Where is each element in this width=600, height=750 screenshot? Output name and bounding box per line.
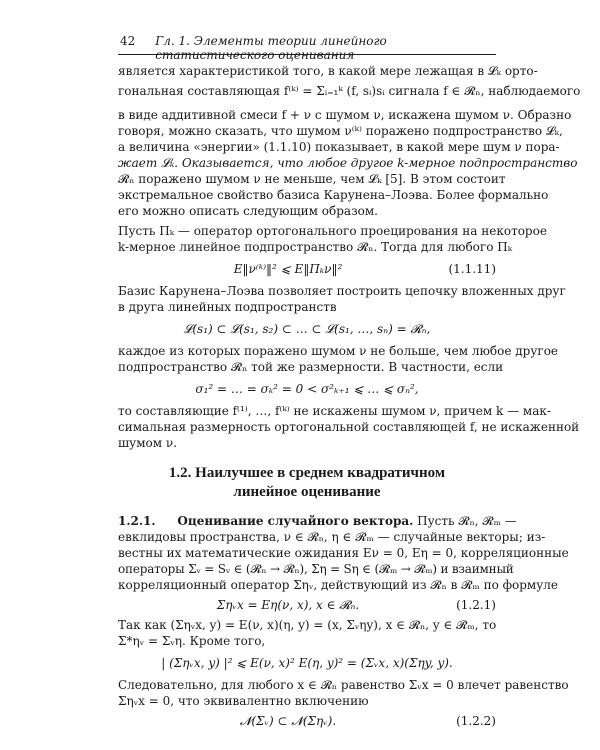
text-line: то составляющие f⁽¹⁾, …, f⁽ᵏ⁾ не искажены шумом ν, причем k — мак-	[118, 404, 551, 418]
text-line: Следовательно, для любого x ∈ 𝓡ₙ равенство Σᵥx = 0 влечет равенство	[118, 678, 569, 692]
text-line: евклидовы пространства, ν ∈ 𝓡ₙ, η ∈ 𝓡ₘ — случайные векторы; из-	[118, 530, 546, 544]
equation-formula: | (Σηᵥx, y) |² ⩽ E(ν, x)² E(η, y)² = (Σᵥx, x)(Σηy, y).	[161, 656, 453, 670]
header-rule	[118, 54, 496, 55]
text-line: Так как (Σηᵥx, y) = E(ν, x)(η, y) = (x, Σᵥηy), x ∈ 𝓡ₙ, y ∈ 𝓡ₘ, то	[118, 618, 497, 632]
text-line: гональная составляющая f⁽ᵏ⁾ = Σᵢ₌₁ᵏ (f, sᵢ)sᵢ сигнала f ∈ 𝓡ₙ, наблюдаемого	[118, 84, 581, 98]
text-line: Базис Карунена–Лоэва позволяет построить цепочку вложенных друг	[118, 284, 566, 298]
text-line: в друга линейных подпространств	[118, 300, 337, 314]
text-line: каждое из которых поражено шумом ν не больше, чем любое другое	[118, 344, 559, 358]
text-line: вестны их математические ожидания Eν = 0, Eη = 0, корреляционные	[118, 546, 569, 560]
text-line: Пусть Πₖ — оператор ортогонального проецирования на некоторое	[118, 224, 547, 238]
text-line: подпространство 𝓡ₙ той же размерности. В частности, если	[118, 360, 504, 374]
equation-formula: E‖ν⁽ᵏ⁾‖² ⩽ E‖Πₖν‖²	[233, 262, 343, 276]
equation-number: (1.2.2)	[456, 714, 496, 728]
subsection-heading	[118, 514, 517, 529]
text-line: k-мерное линейное подпространство 𝓡ₙ. Тогда для любого Πₖ	[118, 240, 513, 254]
text-line: жает 𝓛ₖ. Оказывается, что любое другое k-мерное подпространство	[118, 156, 578, 170]
chapter-title: Гл. 1. Элементы теории линейного статистического оценивания	[155, 34, 387, 62]
equation-number: (1.1.11)	[448, 262, 496, 276]
section-title-line: 1.2. Наилучшее в среднем квадратичном	[168, 465, 446, 481]
text-line: симальная размерность ортогональной составляющей f, не искаженной	[118, 420, 580, 434]
text-line: экстремальное свойство базиса Карунена–Лоэва. Более формально	[118, 188, 549, 202]
text-line: в виде аддитивной смеси f + ν с шумом ν, искажена шумом ν. Образно	[118, 108, 572, 122]
subsection-text: Пусть 𝓡ₙ, 𝓡ₘ —	[417, 514, 517, 528]
equation-formula: 𝓝(Σᵥ) ⊂ 𝓝(Σηᵥ).	[239, 714, 337, 728]
text-line: 𝓡ₙ поражено шумом ν не меньше, чем 𝓛ₖ [5]. В этом состоит	[118, 172, 506, 186]
text-line: корреляционный оператор Σηᵥ, действующий из 𝓡ₙ в 𝓡ₘ по формуле	[118, 578, 559, 592]
subsection-title: Оценивание случайного вектора.	[177, 514, 414, 528]
text-line: шумом ν.	[118, 436, 178, 450]
subsection-number: 1.2.1.	[118, 514, 156, 528]
text-line: Σ*ηᵥ = Σᵥη. Кроме того,	[118, 634, 266, 648]
text-line: говоря, можно сказать, что шумом ν⁽ᵏ⁾ поражено подпространство 𝓛ₖ,	[118, 124, 563, 138]
text-line: Σηᵥx = 0, что эквивалентно включению	[118, 694, 369, 708]
text-line: а величина «энергии» (1.1.10) показывает, в какой мере шум ν пора-	[118, 140, 560, 154]
text-line: его можно описать следующим образом.	[118, 204, 378, 218]
running-header	[120, 34, 495, 62]
equation-formula: Σηᵥx = Eη(ν, x), x ∈ 𝓡ₙ.	[216, 598, 360, 612]
page-number: 42	[120, 34, 136, 48]
section-title-line: линейное оценивание	[233, 484, 381, 500]
text-line: операторы Σᵥ = Sᵥ ∈ (𝓡ₙ → 𝓡ₙ), Ση = Sη ∈ (𝓡ₘ → 𝓡ₘ) и взаимный	[118, 562, 514, 576]
text-line: является характеристикой того, в какой мере лежащая в 𝓛ₖ орто-	[118, 64, 538, 78]
section-title	[118, 464, 496, 502]
equation-formula: 𝓛(s₁) ⊂ 𝓛(s₁, s₂) ⊂ … ⊂ 𝓛(s₁, …, sₙ) = 𝓡ₙ,	[183, 322, 431, 336]
equation-number: (1.2.1)	[456, 598, 496, 612]
equation-formula: σ₁² = … = σₖ² = 0 < σ²ₖ₊₁ ⩽ … ⩽ σₙ²,	[195, 382, 419, 396]
